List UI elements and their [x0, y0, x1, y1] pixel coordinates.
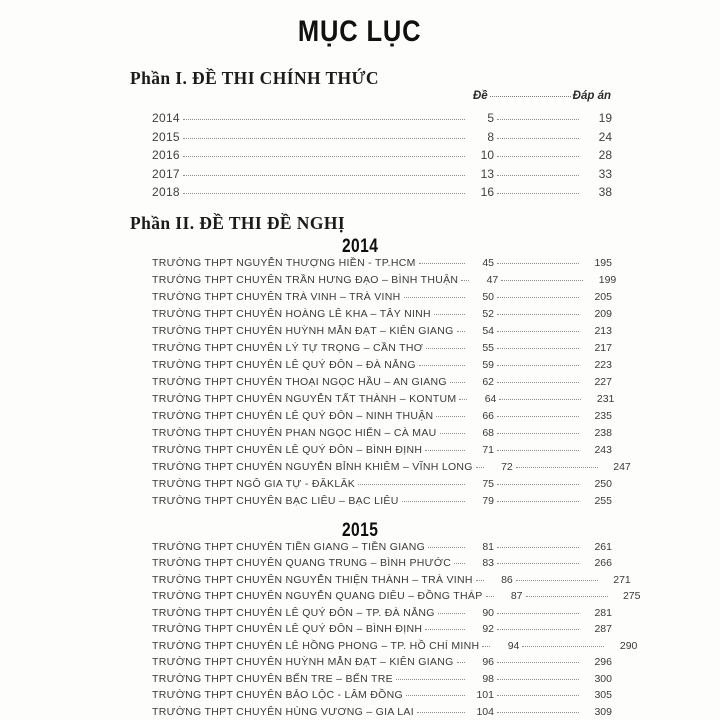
toc-row — [152, 607, 612, 624]
dot-leader — [499, 399, 581, 400]
toc-entry-page-dapan: 213 — [594, 324, 612, 337]
toc-row — [152, 273, 617, 291]
dot-leader — [434, 314, 465, 315]
toc-entry-label: TRƯỜNG THPT CHUYÊN NGUYỄN THIỆN THÀNH – TRÀ VINH — [152, 573, 473, 586]
dot-leader — [183, 138, 465, 139]
dot-leader — [497, 563, 579, 564]
dot-leader — [497, 433, 579, 434]
toc-row — [152, 656, 612, 673]
dot-leader — [402, 501, 465, 502]
dot-leader — [419, 365, 465, 366]
dot-leader — [497, 679, 579, 680]
year-group-rows — [152, 256, 631, 512]
dot-leader — [497, 119, 579, 120]
toc-row — [152, 639, 638, 657]
dot-leader — [497, 193, 579, 194]
toc-row — [152, 308, 612, 325]
toc-entry-page-de: 10 — [480, 148, 494, 162]
dot-leader — [490, 96, 571, 97]
toc-entry-page-de: 55 — [482, 341, 494, 354]
toc-row — [152, 495, 612, 512]
toc-row — [152, 478, 612, 495]
dot-leader — [419, 263, 465, 264]
toc-entry-page-dapan: 227 — [594, 375, 612, 388]
dot-leader — [476, 580, 484, 581]
dot-leader — [406, 695, 465, 696]
toc-entry-label: TRƯỜNG THPT CHUYÊN QUANG TRUNG – BÌNH PHƯỚC — [152, 557, 452, 569]
toc-row — [152, 557, 612, 574]
toc-row — [152, 392, 615, 410]
dot-leader — [497, 629, 579, 630]
toc-entry-page-de: 54 — [482, 324, 494, 337]
toc-entry-page-dapan: 209 — [594, 307, 612, 320]
toc-entry-page-dapan: 296 — [594, 656, 612, 668]
toc-entry-page-de: 86 — [501, 573, 513, 586]
toc-entry-page-de: 16 — [480, 185, 494, 199]
toc-entry-page-de: 87 — [510, 590, 523, 602]
year-group-header-text: 2014 — [341, 235, 379, 257]
dot-leader — [497, 348, 579, 349]
dot-leader — [358, 484, 465, 485]
toc-entry-page-dapan: 275 — [622, 590, 641, 602]
toc-entry-page-de: 81 — [482, 540, 494, 553]
dot-leader — [497, 382, 579, 383]
part1-rows — [152, 111, 612, 204]
toc-entry-page-dapan: 243 — [594, 443, 612, 456]
toc-entry-label: TRƯỜNG THPT CHUYÊN BẢO LỘC - LÂM ĐỒNG — [152, 689, 403, 701]
dot-leader — [461, 280, 469, 281]
toc-entry-page-dapan: 19 — [598, 111, 612, 125]
toc-entry-label: TRƯỜNG THPT CHUYÊN TRÀ VINH – TRÀ VINH — [152, 290, 401, 303]
toc-entry-page-de: 92 — [482, 623, 494, 635]
toc-entry-page-de: 72 — [501, 460, 513, 473]
toc-entry-page-dapan: 281 — [594, 606, 612, 619]
toc-entry-page-dapan: 271 — [613, 573, 631, 586]
dot-leader — [497, 297, 579, 298]
toc-entry-label: TRƯỜNG THPT CHUYÊN NGUYỄN BỈNH KHIÊM – VĨNH LONG — [152, 460, 473, 473]
toc-entry-page-de: 5 — [487, 111, 494, 125]
toc-row — [152, 706, 612, 720]
toc-entry-page-de: 66 — [482, 409, 494, 422]
toc-entry-page-dapan: 195 — [594, 256, 612, 269]
toc-entry-label: TRƯỜNG THPT CHUYÊN BẾN TRE – BẾN TRE — [152, 672, 393, 685]
toc-entry-page-dapan: 287 — [594, 623, 612, 635]
toc-entry-label: TRƯỜNG THPT CHUYÊN LÊ QUÝ ĐÔN – TP. ĐÀ NẴNG — [152, 606, 435, 619]
toc-entry-page-de: 64 — [484, 392, 497, 405]
toc-row — [152, 376, 612, 393]
dot-leader — [497, 501, 579, 502]
dot-leader — [497, 662, 579, 663]
toc-entry-page-dapan: 199 — [598, 273, 617, 286]
toc-entry-page-dapan: 300 — [594, 672, 612, 685]
dot-leader — [497, 138, 579, 139]
dot-leader — [497, 365, 579, 366]
dot-leader — [497, 613, 579, 614]
toc-row — [152, 427, 612, 444]
dot-leader — [417, 712, 465, 713]
year-group-header — [0, 520, 720, 540]
dot-leader — [457, 662, 465, 663]
dot-leader — [497, 547, 579, 548]
dot-leader — [482, 646, 490, 647]
dot-leader — [425, 450, 465, 451]
dot-leader — [497, 712, 579, 713]
toc-entry-page-dapan: 247 — [613, 460, 631, 473]
toc-entry-label: TRƯỜNG THPT CHUYÊN HOÀNG LÊ KHA – TÂY NINH — [152, 307, 431, 320]
toc-row — [152, 167, 612, 186]
toc-entry-page-de: 59 — [482, 358, 494, 371]
toc-row — [152, 689, 612, 706]
dot-leader — [497, 263, 579, 264]
dot-leader — [183, 156, 465, 157]
toc-entry-page-dapan: 255 — [594, 494, 612, 507]
toc-entry-page-de: 13 — [480, 166, 494, 181]
toc-entry-page-dapan: 205 — [594, 290, 612, 303]
toc-entry-page-dapan: 266 — [594, 557, 612, 569]
toc-entry-page-de: 8 — [487, 129, 494, 144]
toc-entry-label: TRƯỜNG THPT CHUYÊN HUỲNH MẪN ĐẠT – KIÊN GIANG — [152, 324, 454, 337]
toc-entry-label: TRƯỜNG THPT CHUYÊN TRẦN HƯNG ĐẠO – BÌNH THUẬN — [152, 273, 459, 286]
dot-leader — [497, 175, 579, 176]
dot-leader — [497, 695, 579, 696]
dot-leader — [183, 175, 465, 176]
toc-entry-label: TRƯỜNG THPT CHUYÊN NGUYỄN TẤT THÀNH – KONTUM — [152, 392, 457, 405]
dot-leader — [476, 467, 484, 468]
part2-groups — [0, 236, 720, 720]
dot-leader — [183, 119, 465, 120]
toc-entry-label: TRƯỜNG THPT CHUYÊN LÊ QUÝ ĐÔN – BÌNH ĐỊNH — [152, 623, 423, 635]
toc-row — [152, 325, 612, 342]
dot-leader — [454, 563, 465, 564]
toc-row — [152, 111, 612, 130]
toc-row — [152, 460, 631, 478]
toc-entry-label: TRƯỜNG THPT CHUYÊN LÊ QUÝ ĐÔN – NINH THUẬN — [152, 409, 434, 422]
page-title — [0, 0, 720, 49]
column-header-de: Đề — [473, 90, 488, 102]
toc-entry-page-de: 47 — [486, 273, 499, 286]
toc-entry-label: TRƯỜNG THPT CHUYÊN BẠC LIÊU – BẠC LIÊU — [152, 494, 399, 507]
toc-row — [152, 148, 612, 167]
toc-entry-label: TRƯỜNG THPT CHUYÊN TIỀN GIANG – TIỀN GIANG — [152, 540, 426, 553]
toc-entry-page-dapan: 33 — [598, 166, 612, 181]
toc-row — [152, 359, 612, 376]
dot-leader — [497, 450, 579, 451]
year-group-header — [0, 236, 720, 256]
toc-entry-page-dapan: 305 — [594, 689, 612, 701]
page-title-text: MỤC LỤC — [298, 15, 422, 48]
dot-leader — [426, 348, 465, 349]
toc-entry-page-de: 45 — [482, 256, 494, 269]
dot-leader — [516, 580, 598, 581]
toc-entry-page-de: 83 — [482, 557, 494, 569]
dot-leader — [497, 331, 579, 332]
toc-entry-page-dapan: 223 — [594, 358, 612, 371]
toc-entry-label: 2016 — [152, 148, 180, 162]
toc-row — [152, 291, 612, 308]
toc-entry-page-de: 79 — [482, 494, 494, 507]
toc-entry-label: TRƯỜNG THPT CHUYÊN HUỲNH MẪN ĐẠT – KIÊN GIANG — [152, 656, 454, 668]
toc-entry-page-de: 96 — [482, 656, 494, 668]
toc-entry-label: TRƯỜNG THPT NGÔ GIA TỰ - ĐĂKLĂK — [152, 477, 356, 490]
toc-row — [152, 342, 612, 359]
toc-entry-label: TRƯỜNG THPT CHUYÊN NGUYỄN QUANG DIÊU – ĐỒNG THÁP — [152, 590, 483, 602]
toc-entry-page-dapan: 261 — [594, 540, 612, 553]
toc-entry-label: TRƯỜNG THPT NGUYỄN THƯỢNG HIỀN - TP.HCM — [152, 256, 416, 269]
toc-entry-label: TRƯỜNG THPT CHUYÊN THOẠI NGỌC HẦU – AN GIANG — [152, 375, 447, 388]
toc-row — [152, 573, 631, 591]
column-header — [473, 90, 611, 105]
toc-entry-page-dapan: 250 — [594, 477, 612, 490]
toc-entry-page-dapan: 231 — [596, 392, 615, 405]
toc-row — [152, 257, 612, 274]
toc-entry-label: TRƯỜNG THPT CHUYÊN LÊ HỒNG PHONG – TP. HỒ CHÍ MINH — [152, 639, 480, 652]
toc-entry-page-de: 71 — [482, 443, 494, 456]
dot-leader — [501, 280, 583, 281]
part1-heading: Phần I. ĐỀ THI CHÍNH THỨC — [130, 68, 379, 88]
year-group-rows — [152, 540, 641, 720]
dot-leader — [497, 416, 579, 417]
toc-entry-page-dapan: 290 — [619, 639, 638, 652]
toc-entry-page-de: 52 — [482, 307, 494, 320]
toc-entry-page-dapan: 38 — [598, 185, 612, 199]
dot-leader — [450, 382, 465, 383]
part2-heading: Phần II. ĐỀ THI ĐỀ NGHỊ — [130, 212, 346, 233]
toc-entry-page-de: 94 — [507, 639, 520, 652]
toc-entry-label: 2015 — [152, 129, 180, 144]
toc-entry-label: 2017 — [152, 166, 180, 181]
toc-entry-page-dapan: 217 — [594, 341, 612, 354]
dot-leader — [425, 629, 465, 630]
toc-entry-label: TRƯỜNG THPT CHUYÊN LÝ TỰ TRỌNG – CẦN THƠ — [152, 341, 424, 354]
year-group-header-text: 2015 — [341, 519, 379, 541]
toc-entry-label: 2014 — [152, 111, 180, 125]
toc-entry-page-de: 50 — [482, 290, 494, 303]
toc-entry-page-de: 68 — [482, 426, 494, 439]
toc-entry-label: TRƯỜNG THPT CHUYÊN LÊ QUÝ ĐÔN – ĐÀ NẴNG — [152, 358, 416, 371]
toc-entry-page-de: 104 — [476, 705, 494, 718]
toc-entry-label: TRƯỜNG THPT CHUYÊN HÙNG VƯƠNG – GIA LAI — [152, 705, 414, 718]
toc-entry-page-de: 98 — [482, 672, 494, 685]
toc-row — [152, 623, 612, 640]
dot-leader — [428, 547, 465, 548]
toc-row — [152, 130, 612, 149]
toc-entry-page-de: 101 — [476, 689, 494, 701]
dot-leader — [516, 467, 598, 468]
dot-leader — [436, 416, 465, 417]
dot-leader — [459, 399, 467, 400]
toc-entry-page-dapan: 309 — [594, 705, 612, 718]
dot-leader — [497, 314, 579, 315]
toc-row — [152, 444, 612, 461]
dot-leader — [183, 193, 465, 194]
dot-leader — [486, 596, 494, 597]
toc-entry-label: 2018 — [152, 185, 180, 199]
toc-entry-page-dapan: 235 — [594, 409, 612, 422]
dot-leader — [438, 613, 465, 614]
toc-entry-page-dapan: 238 — [594, 426, 612, 439]
toc-entry-page-dapan: 24 — [598, 129, 612, 144]
toc-row — [152, 590, 641, 607]
toc-row — [152, 185, 612, 204]
toc-row — [152, 410, 612, 427]
toc-entry-page-de: 62 — [482, 375, 494, 388]
dot-leader — [440, 433, 465, 434]
dot-leader — [497, 484, 579, 485]
column-header-dapan: Đáp án — [572, 90, 611, 102]
toc-row — [152, 673, 612, 690]
dot-leader — [404, 297, 465, 298]
toc-entry-page-de: 75 — [482, 477, 494, 490]
toc-entry-label: TRƯỜNG THPT CHUYÊN PHAN NGỌC HIỂN – CÀ MAU — [152, 426, 437, 439]
toc-row — [152, 541, 612, 558]
dot-leader — [497, 156, 579, 157]
dot-leader — [522, 646, 604, 647]
toc-entry-label: TRƯỜNG THPT CHUYÊN LÊ QUÝ ĐÔN – BÌNH ĐỊNH — [152, 443, 423, 456]
dot-leader — [457, 331, 465, 332]
dot-leader — [526, 596, 608, 597]
dot-leader — [396, 679, 465, 680]
toc-entry-page-dapan: 28 — [598, 148, 612, 162]
toc-entry-page-de: 90 — [482, 606, 494, 619]
